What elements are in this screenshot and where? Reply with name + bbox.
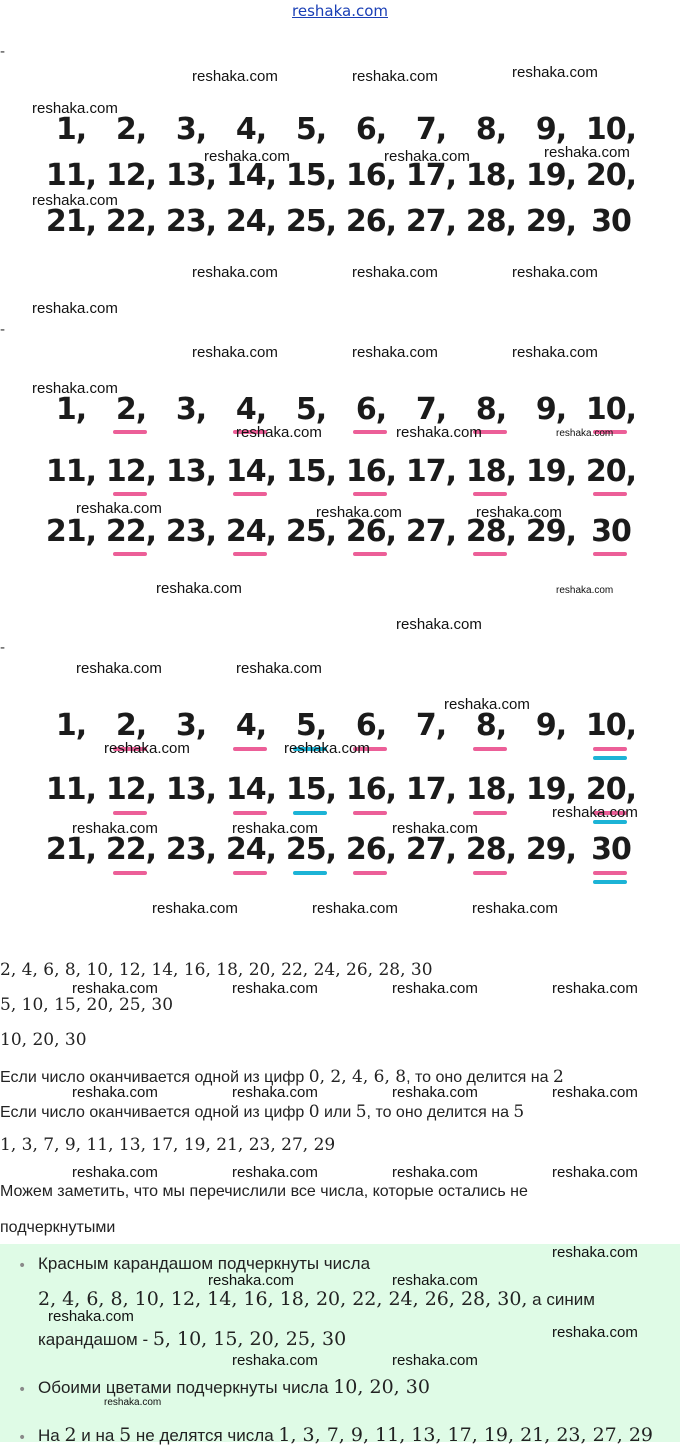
divisor-value: 5 [119,1424,132,1446]
watermark: reshaka.com [32,100,118,117]
grid-number: 20, [585,158,637,193]
watermark: reshaka.com [544,144,630,161]
watermark: reshaka.com [76,500,162,517]
even-numbers-list: 2, 4, 6, 8, 10, 12, 14, 16, 18, 20, 22, 24, 26, 28, 30 [0,960,433,980]
grid-number: 12, [105,454,157,489]
watermark: reshaka.com [72,1084,158,1101]
grid-number: 15, [285,454,337,489]
grid-number: 27, [405,204,457,239]
blue-underline [593,756,627,760]
grid-number: 18, [465,158,517,193]
grid-number: 9, [535,392,567,427]
grid-number: 14, [225,158,277,193]
rule-divisible-by-5 [0,1102,524,1122]
watermark: reshaka.com [384,148,470,165]
grid-number: 23, [165,514,217,549]
summary-text: не делятся числа [131,1426,279,1445]
grid-number: 29, [525,832,577,867]
watermark: reshaka.com [72,1164,158,1181]
not-divisible-list: 1, 3, 7, 9, 11, 13, 17, 19, 21, 23, 27, 29 [278,1424,654,1446]
grid-number: 11, [45,158,97,193]
grid-number: 10, [585,112,637,147]
watermark: reshaka.com [232,1084,318,1101]
watermark: reshaka.com [552,1244,638,1261]
grid-number: 2, [115,112,147,147]
grid-number: 25, [285,832,337,867]
watermark: reshaka.com [556,585,614,596]
grid-number: 17, [405,454,457,489]
watermark: reshaka.com [392,1272,478,1289]
separator-dash: - [0,44,6,60]
red-underline [353,492,387,496]
red-underline [233,811,267,815]
grid-number: 16, [345,772,397,807]
watermark: reshaka.com [552,804,638,821]
watermark: reshaka.com [32,192,118,209]
red-underline [233,747,267,751]
grid-number: 1, [55,112,87,147]
grid-number: 28, [465,832,517,867]
grid-number: 27, [405,832,457,867]
watermark: reshaka.com [316,504,402,521]
red-numbers-list: 2, 4, 6, 8, 10, 12, 14, 16, 18, 20, 22, 24, 26, 28, 30, [38,1288,528,1310]
rule-text: , то оно делится на [366,1104,514,1121]
watermark: reshaka.com [76,660,162,677]
grid-number: 10, [585,392,637,427]
watermark: reshaka.com [232,1352,318,1369]
grid-number: 24, [225,204,277,239]
watermark: reshaka.com [284,740,370,757]
grid-number: 21, [45,514,97,549]
grid-number: 4, [235,112,267,147]
watermark: reshaka.com [552,1164,638,1181]
grid-number: 28, [465,204,517,239]
red-underline [233,552,267,556]
blue-underline [293,811,327,815]
multiples-of-five-list: 5, 10, 15, 20, 25, 30 [0,995,174,1015]
red-underline [233,492,267,496]
watermark: reshaka.com [192,68,278,85]
grid-number: 22, [105,832,157,867]
watermark: reshaka.com [512,344,598,361]
grid-number: 26, [345,204,397,239]
grid-number: 23, [165,832,217,867]
watermark: reshaka.com [352,68,438,85]
summary-item-1-blue [38,1328,346,1350]
separator-dash: - [0,640,6,656]
grid-number: 18, [465,772,517,807]
number-grid-plain [40,112,660,242]
rule-divisor: 5 [513,1102,525,1122]
watermark: reshaka.com [192,264,278,281]
red-underline [353,811,387,815]
grid-number: 4, [235,708,267,743]
site-link[interactable]: reshaka.com [292,2,388,20]
grid-number: 13, [165,158,217,193]
grid-number: 12, [105,772,157,807]
red-underline [473,871,507,875]
summary-text: карандашом - [38,1330,153,1349]
grid-number: 6, [355,708,387,743]
summary-item-2 [38,1376,430,1398]
watermark: reshaka.com [72,980,158,997]
grid-number: 15, [285,158,337,193]
grid-number: 8, [475,392,507,427]
grid-number: 19, [525,772,577,807]
grid-number: 8, [475,112,507,147]
watermark: reshaka.com [352,344,438,361]
red-underline [113,811,147,815]
watermark: reshaka.com [392,1352,478,1369]
rule-text: или [319,1104,356,1121]
grid-number: 9, [535,708,567,743]
grid-number: 30 [591,514,631,549]
watermark: reshaka.com [512,264,598,281]
grid-number: 4, [235,392,267,427]
grid-number: 28, [465,514,517,549]
grid-number: 7, [415,112,447,147]
bullet-dot: • [18,1430,27,1446]
grid-number: 12, [105,158,157,193]
both-colors-list: 10, 20, 30 [333,1376,430,1398]
grid-number: 17, [405,158,457,193]
summary-text: Обоими цветами подчеркнуты числа [38,1378,334,1397]
grid-number: 19, [525,454,577,489]
grid-number: 13, [165,772,217,807]
watermark: reshaka.com [232,1164,318,1181]
rule-text: Если число оканчивается одной из цифр [0,1069,309,1086]
grid-number: 16, [345,454,397,489]
grid-number: 7, [415,392,447,427]
watermark: reshaka.com [104,1397,162,1408]
watermark: reshaka.com [392,1164,478,1181]
summary-text: и на [76,1426,120,1445]
watermark: reshaka.com [48,1308,134,1325]
red-underline [353,552,387,556]
watermark: reshaka.com [72,820,158,837]
summary-item-1-numbers [38,1288,595,1310]
grid-number: 18, [465,454,517,489]
grid-number: 15, [285,772,337,807]
red-underline [473,552,507,556]
grid-number: 20, [585,772,637,807]
grid-number: 2, [115,708,147,743]
grid-number: 5, [295,112,327,147]
watermark: reshaka.com [156,580,242,597]
rule-digits: 0, 2, 4, 6, 8 [308,1067,407,1087]
bullet-dot: • [18,1258,27,1274]
red-underline [593,492,627,496]
watermark: reshaka.com [32,300,118,317]
red-underline [593,552,627,556]
grid-number: 21, [45,832,97,867]
grid-number: 8, [475,708,507,743]
watermark: reshaka.com [204,148,290,165]
grid-number: 27, [405,514,457,549]
grid-number: 6, [355,112,387,147]
grid-number: 6, [355,392,387,427]
watermark: reshaka.com [352,264,438,281]
grid-number: 11, [45,454,97,489]
grid-number: 24, [225,832,277,867]
grid-number: 24, [225,514,277,549]
grid-number: 3, [175,112,207,147]
watermark: reshaka.com [392,980,478,997]
watermark: reshaka.com [232,820,318,837]
watermark: reshaka.com [476,504,562,521]
grid-number: 26, [345,832,397,867]
watermark: reshaka.com [552,980,638,997]
watermark: reshaka.com [236,424,322,441]
watermark: reshaka.com [444,696,530,713]
grid-number: 10, [585,708,637,743]
grid-number: 29, [525,204,577,239]
watermark: reshaka.com [512,64,598,81]
watermark: reshaka.com [472,900,558,917]
blue-underline [593,880,627,884]
grid-number: 25, [285,204,337,239]
grid-number: 19, [525,158,577,193]
grid-number: 25, [285,514,337,549]
red-underline [593,747,627,751]
grid-number: 13, [165,454,217,489]
watermark: reshaka.com [208,1272,294,1289]
watermark: reshaka.com [104,740,190,757]
grid-number: 26, [345,514,397,549]
grid-number: 5, [295,708,327,743]
grid-number: 3, [175,392,207,427]
watermark: reshaka.com [192,344,278,361]
summary-item-1-text: Красным карандашом подчеркнуты числа [38,1254,371,1273]
red-underline [113,430,147,434]
grid-number: 30 [591,832,631,867]
watermark: reshaka.com [396,424,482,441]
summary-text: а синим [527,1290,595,1309]
watermark: reshaka.com [552,1084,638,1101]
rule-divisor: 2 [552,1067,564,1087]
grid-row [40,832,660,876]
rule-digit: 0 [308,1102,320,1122]
grid-number: 7, [415,708,447,743]
summary-box [0,1244,680,1446]
red-underline [113,552,147,556]
separator-dash: - [0,322,6,338]
number-grid-even-underlined [40,392,660,572]
number-grid-both-underlined [40,708,660,890]
common-numbers-list: 10, 20, 30 [0,1030,87,1050]
grid-number: 22, [105,204,157,239]
grid-number: 1, [55,392,87,427]
remaining-numbers-list: 1, 3, 7, 9, 11, 13, 17, 19, 21, 23, 27, 29 [0,1135,336,1155]
red-underline [473,811,507,815]
summary-text: На [38,1426,65,1445]
grid-number: 5, [295,392,327,427]
rule-text: Если число оканчивается одной из цифр [0,1104,309,1121]
red-underline [353,871,387,875]
watermark: reshaka.com [552,1324,638,1341]
rule-digit: 5 [355,1102,367,1122]
watermark: reshaka.com [392,1084,478,1101]
watermark: reshaka.com [32,380,118,397]
note-line-2: подчеркнутыми [0,1219,116,1236]
grid-number: 22, [105,514,157,549]
grid-number: 16, [345,158,397,193]
grid-number: 30 [591,204,631,239]
watermark: reshaka.com [556,428,614,439]
divisor-value: 2 [64,1424,77,1446]
grid-number: 14, [225,454,277,489]
grid-row [40,158,660,202]
watermark: reshaka.com [232,980,318,997]
grid-number: 20, [585,454,637,489]
grid-number: 11, [45,772,97,807]
blue-underline [293,871,327,875]
watermark: reshaka.com [312,900,398,917]
grid-number: 1, [55,708,87,743]
red-underline [473,747,507,751]
grid-row [40,204,660,248]
grid-number: 29, [525,514,577,549]
red-underline [113,492,147,496]
red-underline [353,430,387,434]
watermark: reshaka.com [236,660,322,677]
red-underline [593,871,627,875]
red-underline [473,492,507,496]
summary-item-3 [38,1424,653,1446]
watermark: reshaka.com [152,900,238,917]
grid-number: 21, [45,204,97,239]
red-underline [233,871,267,875]
blue-numbers-list: 5, 10, 15, 20, 25, 30 [152,1328,347,1350]
grid-number: 3, [175,708,207,743]
grid-number: 17, [405,772,457,807]
bullet-dot: • [18,1382,27,1398]
note-line-1: Можем заметить, что мы перечислили все числа, которые остались не [0,1183,528,1200]
rule-text: , то оно делится на [406,1069,553,1086]
grid-number: 9, [535,112,567,147]
watermark: reshaka.com [396,616,482,633]
grid-number: 14, [225,772,277,807]
grid-number: 23, [165,204,217,239]
watermark: reshaka.com [392,820,478,837]
red-underline [113,871,147,875]
grid-number: 2, [115,392,147,427]
